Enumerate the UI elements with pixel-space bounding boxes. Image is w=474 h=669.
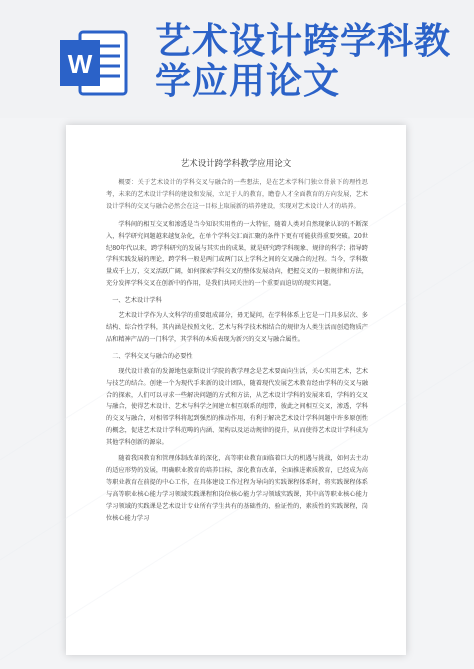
body-paragraph-3: 现代设计教育的发源地包豪斯设计学院的教学理念是艺术要面向生活，关心实用艺术，艺术与技艺的结合。创建一个为现代手来新的设计团队，随着现代发展艺术教育经由学科的交叉与融合的探索，人们可以寻求一些解决问题的方式和方法，从艺术设计学科的发展来看，学科的交叉与融合，使得艺术设计、艺术与科学之间建立相互联系的纽带，彼此之间相互交叉，渗透，学科的交叉与融合，对相邻学科将起到强烈的推动作用，有利于解决艺术设计学科问题中许多原创性的概念，促进艺术设计学科范畴的内涵、架构以及运动规律的提升，从而使得艺术设计学科成为其他学科创新的源泉。	[106, 367, 368, 447]
document-page	[66, 125, 406, 655]
section-heading-2: 二、学科交叉与融合的必要性	[112, 352, 193, 360]
section-heading-1: 一、艺术设计学科	[112, 297, 162, 305]
word-icon-letter: W	[67, 49, 93, 79]
banner-header	[0, 0, 474, 118]
word-document-icon	[58, 26, 128, 100]
body-paragraph-2: 艺术设计学作为人文科学的重要组成部分，毋无疑问，在学科体系上它是一门具多层次、多结构、综合性学科，其内涵是按照文化、艺术与科学技术相结合的规律为人类生活而创造物质产品和精神产品的一门科学，其学科的本质表现为新兴的交叉与融合属性。	[106, 312, 368, 343]
document-title: 艺术设计跨学科教学应用论文	[180, 159, 292, 169]
body-paragraph-1: 学科间的相互交叉和渗透是当今知识实用性的一大特征，随着人类对自然现象认识的不断深入，科学研究问题越来越复杂化，在单个学科交汇面汇聚的条件下更有可能获得重要突破。20世纪80年代以来，跨学科研究的发展与其实由的成果，就是研究跨学科现象、规律的科学；指导跨学科实践发展的理论，跨学科一般是两门或两门以上学科之间的交叉融合的过程。当今，学科数量成千上万，交叉活跃广阔，如何探索学科交叉的整体发展动向，把握交叉的一般规律和方法，充分发挥学科交叉在创新中的作用，是我们共同关注的一个重要而迫切的现实问题。	[106, 220, 368, 288]
banner-title-line-2: 学应用论文	[155, 61, 341, 102]
banner-title-line-1: 艺术设计跨学科教	[155, 21, 452, 62]
document-body	[106, 177, 368, 524]
abstract-paragraph: 概要：关于艺术设计的学科交叉与融合的一些想法，是在艺术学科门独立背景下的理性思考，未来的艺术设计学科的建设和发展，立足于人的教育，瞻眷人才全面教育的方向发展，艺术设计学科的交叉与融合必然会在这一目标上取展新的培养建设，实现对艺术设计人才的培养。	[106, 179, 368, 210]
body-paragraph-4: 随着我国教育和管理体制改革的深化，高等职业教育面临着巨大的机遇与挑战，如何去主动的适应形势的发展，明确职业教育的培养目标，深化教育改革，全面推进素质教育，已经成为高等职业教育在前提的中心工作，在具体建设工作过程为导向的实践课程体系时，将实践课程体系与高等职业核心能力学习领域实践课程和岗位核心能力学习领域实践课，其中高等职业核心能力学习领域的实践课是艺术设计专业所有学生共有的基础性的、验证性的，素质性的实践课程，岗位核心能力学习	[106, 455, 368, 522]
